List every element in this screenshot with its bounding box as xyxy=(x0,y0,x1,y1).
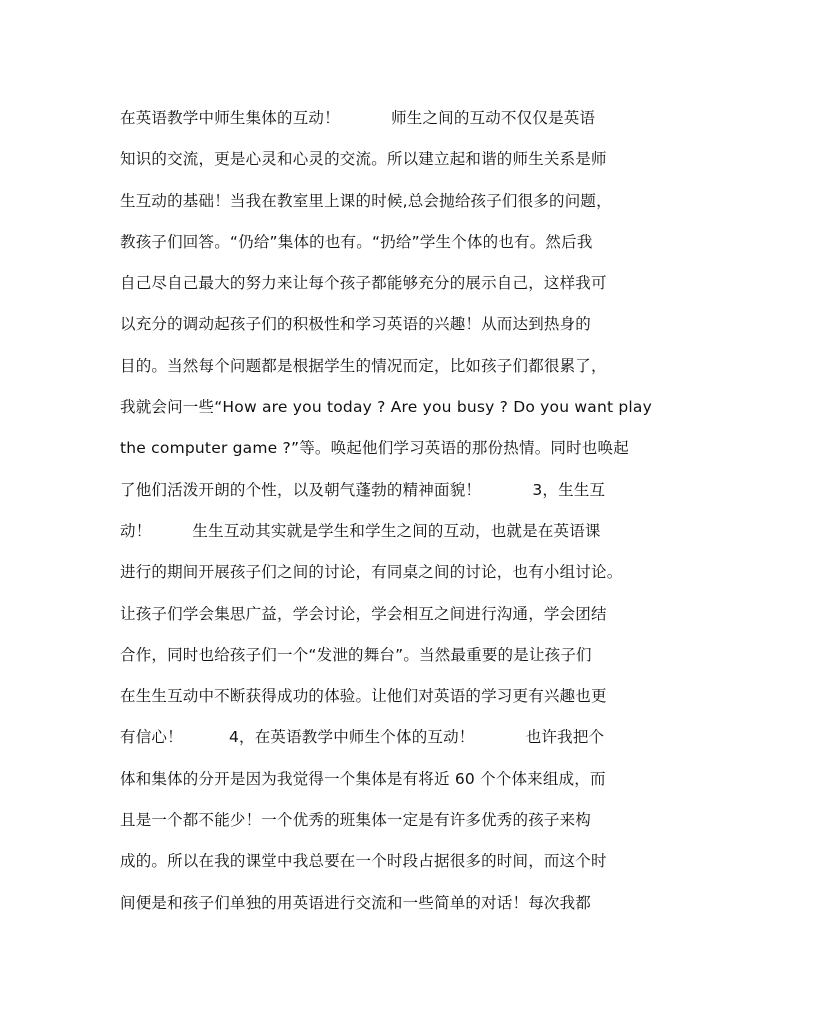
text-line: 成的。所以在我的课堂中我总要在一个时段占据很多的时间，而这个时 xyxy=(120,852,607,871)
text-line: 知识的交流，更是心灵和心灵的交流。所以建立起和谐的师生关系是师 xyxy=(120,150,607,169)
text-line: 在英语教学中师生集体的互动！ 师生之间的互动不仅仅是英语 xyxy=(120,109,596,127)
text-line: 目的。当然每个问题都是根据学生的情况而定，比如孩子们都很累了， xyxy=(120,356,607,375)
text-line: 我就会问一些“How are you today ? Are you busy ? Do you want play xyxy=(120,398,652,417)
text-line: 以充分的调动起孩子们的积极性和学习英语的兴趣！从而达到热身的 xyxy=(120,315,592,334)
text-line: 自己尽自己最大的努力来让每个孩子都能够充分的展示自己，这样我可 xyxy=(120,274,607,293)
text-line: the computer game ?”等。唤起他们学习英语的那份热情。同时也唤起 xyxy=(120,439,629,458)
text-line: 教孩子们回答。“仍给”集体的也有。“扔给”学生个体的也有。然后我 xyxy=(120,232,593,251)
text-line: 在生生互动中不断获得成功的体验。让他们对英语的学习更有兴趣也更 xyxy=(120,687,607,706)
text-line: 间便是和孩子们单独的用英语进行交流和一些简单的对话！每次我都 xyxy=(120,893,592,912)
text-line: 让孩子们学会集思广益，学会讨论，学会相互之间进行沟通，学会团结 xyxy=(120,604,607,623)
text-line: 了他们活泼开朗的个性，以及朝气蓬勃的精神面貌！ 3，生生互 xyxy=(120,480,606,499)
text-line: 有信心！ 4，在英语教学中师生个体的互动！ 也许我把个 xyxy=(120,728,605,747)
text-line: 合作，同时也给孩子们一个“发泄的舞台”。当然最重要的是让孩子们 xyxy=(120,645,592,664)
text-line: 且是一个都不能少！一个优秀的班集体一定是有许多优秀的孩子来构 xyxy=(120,811,592,830)
body-text xyxy=(120,102,740,928)
text-line: 体和集体的分开是因为我觉得一个集体是有将近 60 个个体来组成，而 xyxy=(120,769,606,788)
text-line: 动！ 生生互动其实就是学生和学生之间的互动，也就是在英语课 xyxy=(120,521,601,540)
text-line: 进行的期间开展孩子们之间的讨论，有同桌之间的讨论，也有小组讨论。 xyxy=(120,563,623,582)
text-line: 生互动的基础！当我在教室里上课的时候,总会抛给孩子们很多的问题， xyxy=(120,191,612,210)
